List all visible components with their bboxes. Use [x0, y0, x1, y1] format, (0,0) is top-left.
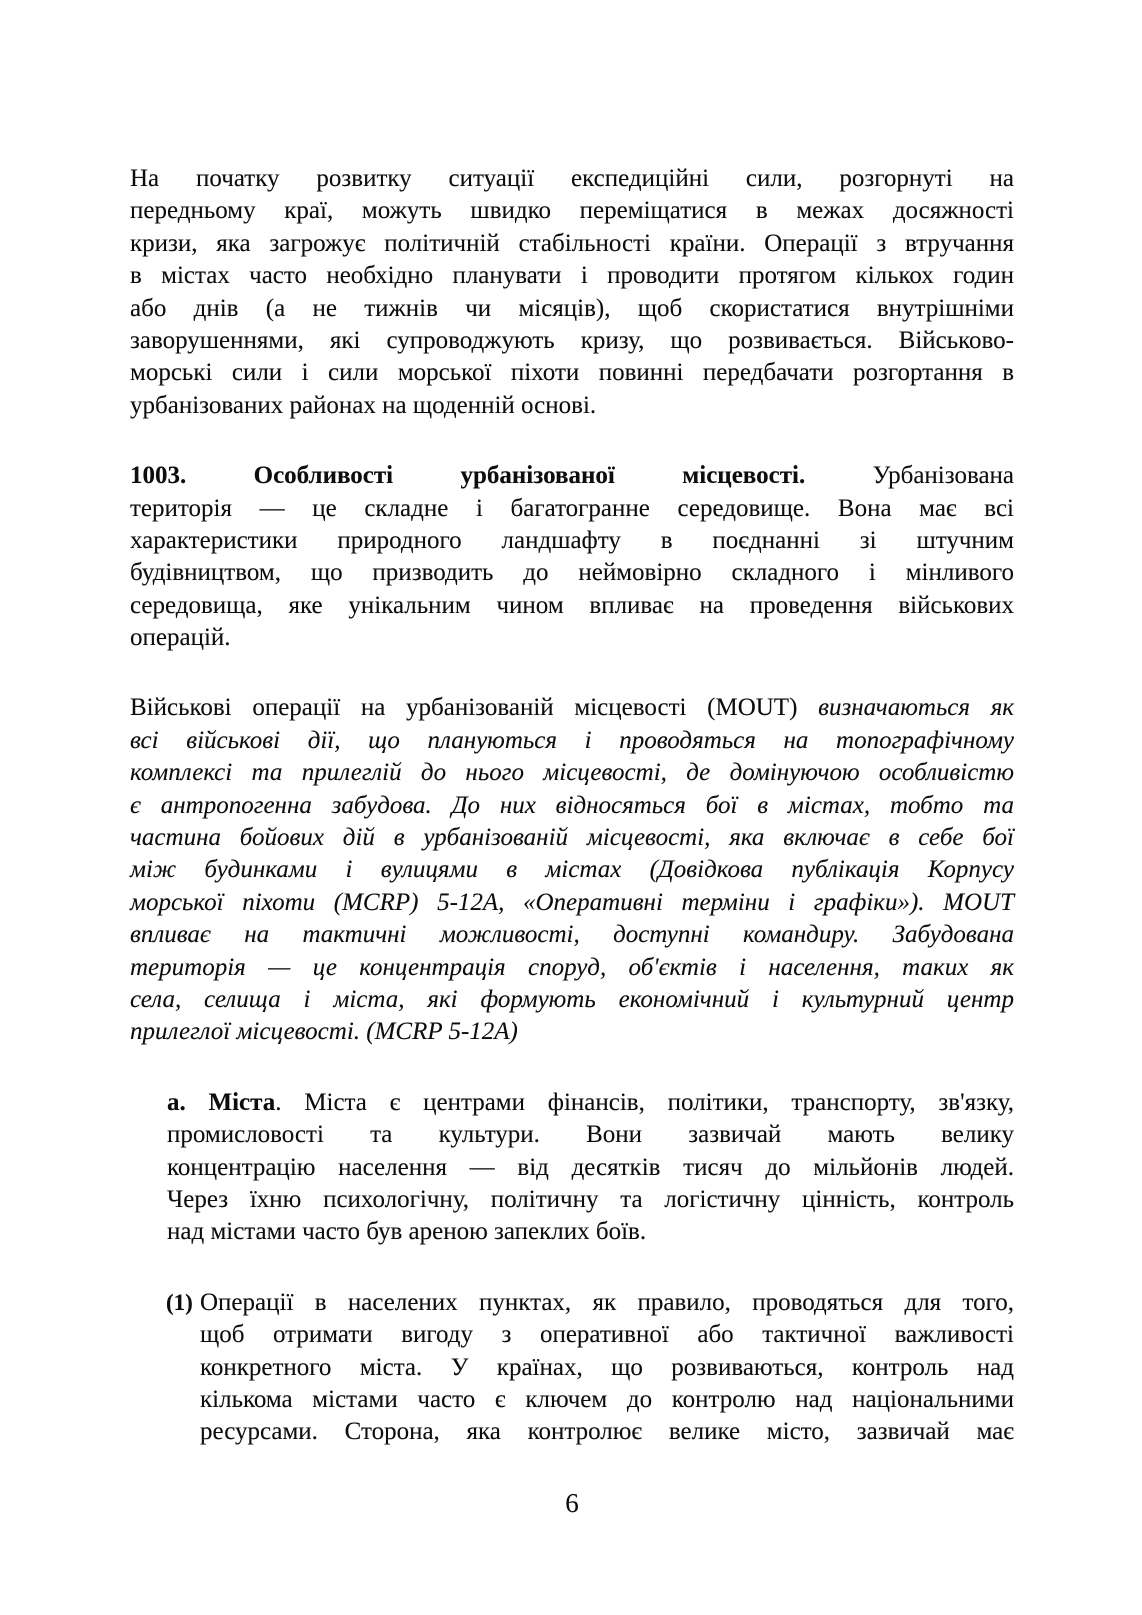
text-line: передньому краї, можуть швидко переміщатися в межах досяжності	[130, 197, 1014, 225]
text-line: в містах часто необхідно планувати і проводити протягом кількох годин	[130, 262, 1014, 290]
definition-paragraph-mout	[130, 692, 1014, 1048]
text-line: є антропогенна забудова. До них відносяться бої в містах, тобто та	[130, 791, 1014, 819]
text-line: територія — це складне і багатогранне середовище. Вона має всі	[130, 494, 1014, 522]
text-line: кількома містами часто є ключем до контролю над національними	[200, 1385, 1014, 1413]
text-line: територія — це концентрація споруд, об'єктів і населення, таких як	[130, 953, 1014, 981]
text-line: концентрацію населення — від десятків тисяч до мільйонів людей.	[167, 1153, 1014, 1181]
text-line: всі військові дії, що плануються і проводяться на топографічному	[130, 726, 1014, 754]
section-1003	[130, 460, 1014, 654]
section-number-and-title: 1003. Особливості урбанізованої місцевості.	[130, 462, 806, 490]
text-line: ресурсами. Сторона, яка контролює велике місто, зазвичай має	[200, 1418, 1014, 1446]
subsection-label: a. Міста	[167, 1088, 276, 1116]
definition-lead-roman: Військові операції на урбанізованій місцевості (MOUT)	[130, 694, 798, 722]
text-line: комплексі та прилеглій до нього місцевості, де домінуючою особливістю	[130, 759, 1014, 787]
text-line: урбанізованих районах на щоденній основі.	[130, 391, 597, 419]
text-line: характеристики природного ландшафту в поєднанні зі штучним	[130, 526, 1014, 554]
text-line: заворушеннями, які супроводжують кризу, що розвивається. Військово-	[130, 326, 1014, 354]
list-item-first-text: Операції в населених пунктах, як правило, проводяться для того,	[200, 1288, 1014, 1316]
list-item-marker: (1)	[166, 1289, 193, 1315]
text-line: На початку розвитку ситуації експедиційні сили, розгорнуті на	[130, 165, 1014, 192]
text-line: впливає на тактичні можливості, доступні командиру. Забудована	[130, 921, 1014, 949]
text-line: морські сили і сили морської піхоти повинні передбачати розгортання в	[130, 359, 1014, 387]
text-line: кризи, яка загрожує політичній стабільності країни. Операції з втручання	[130, 229, 1014, 257]
page-number: 6	[565, 1488, 579, 1518]
text-line: морської піхоти (MCRP) 5-12A, «Оперативні терміни і графіки»). MOUT	[130, 888, 1014, 916]
text-line: промисловості та культури. Вони зазвичай мають велику	[167, 1121, 1014, 1149]
document-page	[130, 163, 1014, 1487]
section-heading-line	[130, 460, 1014, 492]
subsection-first-tail: . Міста є центрами фінансів, політики, транспорту, зв'язку,	[275, 1088, 1014, 1116]
text-line: конкретного міста. У країнах, що розвиваються, контроль над	[200, 1353, 1014, 1381]
text-line: будівництвом, що призводить до неймовірно складного і мінливого	[130, 559, 1014, 587]
heading-tail-text: Урбанізована	[872, 462, 1015, 490]
text-line: щоб отримати вигоду з оперативної або тактичної важливості	[200, 1321, 1014, 1349]
text-line: села, селища і міста, які формують економічний і культурний центр	[130, 985, 1014, 1013]
subsection-first-line	[167, 1087, 1014, 1119]
text-line: Через їхню психологічну, політичну та логістичну цінність, контроль	[167, 1185, 1014, 1213]
definition-lead-line	[130, 692, 1014, 724]
text-line: прилеглої місцевості. (MCRP 5-12A)	[130, 1018, 518, 1046]
text-line: між будинками і вулицями в містах (Довідкова публікація Корпусу	[130, 856, 1014, 884]
paragraph-intro	[130, 163, 1014, 422]
text-line: над містами часто був ареною запеклих боїв.	[167, 1218, 647, 1246]
list-item-first-line	[166, 1287, 1014, 1319]
text-line: середовища, яке унікальним чином впливає на проведення військових	[130, 591, 1014, 619]
text-line: або днів (а не тижнів чи місяців), щоб скористатися внутрішніми	[130, 294, 1014, 322]
definition-lead-italic: визначаються як	[818, 694, 1015, 722]
subsection-a-cities	[167, 1087, 1014, 1249]
text-line: частина бойових дій в урбанізованій місцевості, яка включає в себе бої	[130, 824, 1014, 852]
text-line: операцій.	[130, 624, 231, 652]
list-item-1	[166, 1287, 1014, 1449]
